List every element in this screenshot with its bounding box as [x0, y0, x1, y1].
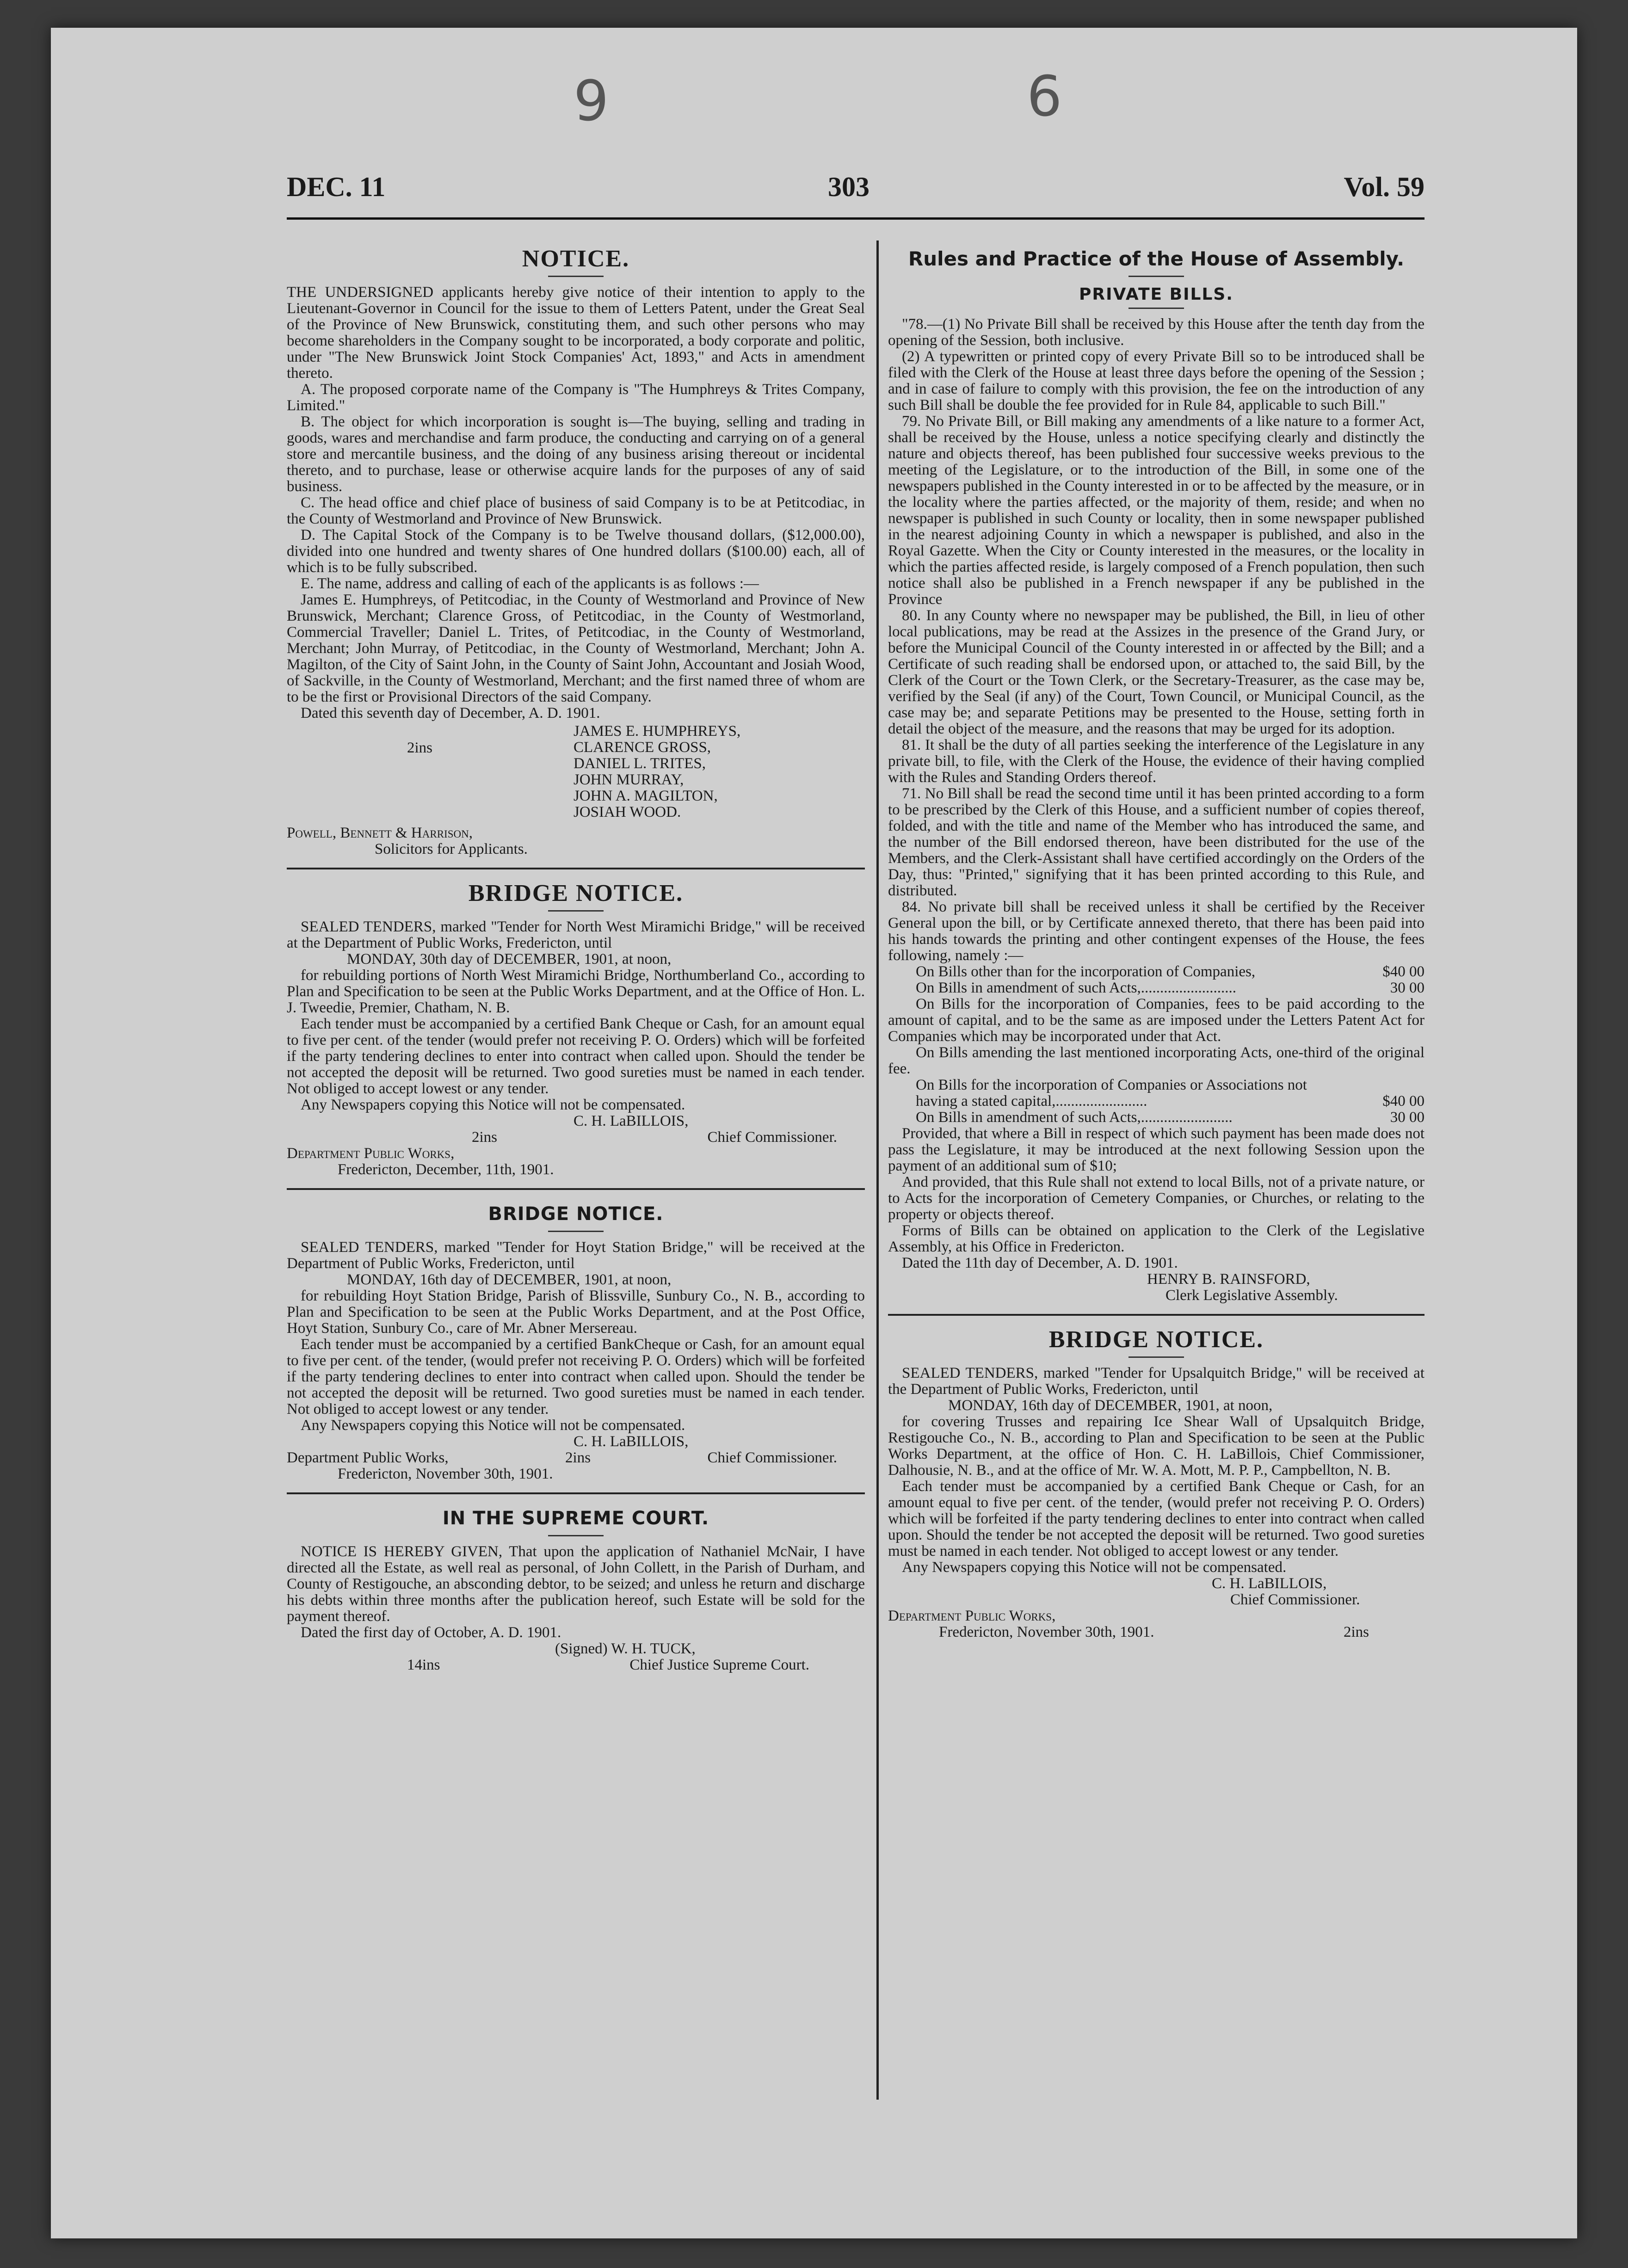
- solicitors-name: Powell, Bennett & Harrison,: [287, 825, 473, 841]
- fee-amount: 30 00: [1390, 1109, 1424, 1126]
- tender-deadline: MONDAY, 16th day of DECEMBER, 1901, at noon,: [347, 1271, 672, 1288]
- volume-number: Vol. 59: [1344, 172, 1424, 202]
- column-rule: [876, 240, 879, 2100]
- rule-paragraph: 71. No Bill shall be read the second time until it has been printed according to a form to be prescribed by the Clerk of this House, and a sufficient number of copies thereof, folded, and with the title and name of the Member who has introduced the same, and the number of the Bill endorsed thereon, have been distributed for the use of the Members, and the Clerk-Assistant shall have certified accordingly on the Orders of the Day, thus: "Printed," signifying that it has been printed according to this Rule, and distributed.: [888, 785, 1424, 899]
- pencil-mark: 6: [1027, 65, 1062, 129]
- rule-paragraph: 81. It shall be the duty of all parties seeking the interference of the Legislature in any private bill, to file, with the Clerk of the House, the evidence of their having complied with the Rules and Standing Orders thereof.: [888, 737, 1424, 786]
- bridge-notice-upsalquitch: [888, 1325, 1424, 1640]
- bridge-notice-miramichi: [287, 879, 865, 1178]
- notice-paragraph: SEALED TENDERS, marked "Tender for Hoyt Station Bridge," will be received at the Department of Public Works, Fredericton, until: [287, 1239, 865, 1272]
- rule-paragraph: (2) A typewritten or printed copy of every Private Bill so to be introduced shall be filed with the Clerk of the House at least three days before the opening of the Session ; and in case of failure to comply with this provision, the fee on the introduction of any such Bill shall be double the fee provided for in Rule 84, applicable to such Bill.": [888, 348, 1424, 413]
- notice-title: NOTICE.: [522, 246, 630, 272]
- insertion-count: 2ins: [565, 1449, 591, 1466]
- notice-incorporation: [287, 244, 865, 857]
- solicitors-title: Solicitors for Applicants.: [375, 841, 528, 857]
- signer-name: JOHN MURRAY,: [574, 771, 684, 788]
- left-column: [287, 240, 865, 1673]
- notice-title: BRIDGE NOTICE.: [488, 1203, 664, 1225]
- title-dash: [1128, 308, 1184, 309]
- department-name: Department Public Works,: [287, 1145, 455, 1162]
- fee-row: [888, 980, 1424, 996]
- notice-paragraph: C. The head office and chief place of business of said Company is to be at Petitcodiac, in the County of Westmorland and Province of New Brunswick.: [287, 494, 865, 527]
- insertion-count: 2ins: [472, 1129, 498, 1146]
- notice-paragraph: A. The proposed corporate name of the Company is "The Humphreys & Trites Company, Limited.": [287, 381, 865, 414]
- place-row: [888, 1624, 1424, 1640]
- fee-paragraph: On Bills for the incorporation of Companies, fees to be paid according to the amount of capital, and to be the same as are imposed under the Letters Patent Act for Companies which may be incorporated under that Act.: [888, 996, 1424, 1045]
- fee-label: On Bills other than for the incorporation of Companies,: [916, 963, 1256, 980]
- signer-row: [287, 1657, 865, 1673]
- signer-row: [287, 1450, 865, 1466]
- supreme-court-notice: [287, 1504, 865, 1673]
- tender-deadline: MONDAY, 30th day of DECEMBER, 1901, at noon,: [347, 951, 672, 968]
- rules-subtitle: PRIVATE BILLS.: [1079, 285, 1233, 304]
- notice-paragraph: for rebuilding Hoyt Station Bridge, Parish of Blissville, Sunbury Co., N. B., according to Plan and Specification to be seen at the Public Works Department, and at the Post Office, Hoyt Station, Sunbury Co., care of Mr. Abner Mersereau.: [287, 1288, 865, 1337]
- bridge-notice-hoyt: [287, 1199, 865, 1482]
- notice-title: BRIDGE NOTICE.: [468, 880, 684, 906]
- issue-date: DEC. 11: [287, 172, 386, 202]
- signer-list: [574, 723, 740, 820]
- rule-paragraph: 84. No private bill shall be received unless it shall be certified by the Receiver General upon the bill, or by Certificate annexed thereto, that there has been paid into his hands towards the printing and other contingent expenses of the House, the fees following, namely :—: [888, 899, 1424, 964]
- rule-paragraph: 80. In any County where no newspaper may be published, the Bill, in lieu of other local publications, may be read at the Assizes in the presence of the Grand Jury, or before the Municipal Council of the County interested in or affected by the Bill; and a Certificate of such reading shall be endorsed upon, or attached to, the said Bill, by the Clerk of the Court or the Town Clerk, or the Secretary-Treasurer, as the case may be, verified by the Seal (if any) of the Court, Town Council, or Municipal Council, as the case may be; and separate Petitions may be presented to the House, setting forth in detail the object of the measure, and the reasons that may be urged for its adoption.: [888, 607, 1424, 737]
- signer-name: JOHN A. MAGILTON,: [574, 788, 718, 804]
- title-dash: [548, 1535, 604, 1536]
- fee-amount: $40 00: [1382, 963, 1424, 980]
- department-name: Department Public Works,: [287, 1449, 449, 1466]
- insertion-count: 2ins: [1343, 1624, 1369, 1640]
- section-rule: [287, 1188, 865, 1190]
- fee-row: [888, 1077, 1424, 1109]
- section-rule: [888, 1314, 1424, 1316]
- section-rule: [287, 868, 865, 869]
- rule-paragraph: Forms of Bills can be obtained on application to the Clerk of the Legislative Assembly, at his Office in Fredericton.: [888, 1222, 1424, 1255]
- rules-title: Rules and Practice of the House of Assembly.: [908, 247, 1405, 270]
- fee-row: [888, 964, 1424, 980]
- fee-label: On Bills in amendment of such Acts,........................: [916, 1109, 1233, 1126]
- notice-paragraph: B. The object for which incorporation is sought is—The buying, selling and trading in goods, wares and merchandise and farm produce, the conducting and carrying on of a general store and mercantile business, and the doing of any business arising thereout or incidental thereto, and to purchase, lease or otherwise acquire lands for the purposes of any of said business.: [287, 413, 865, 495]
- signer-name: DANIEL L. TRITES,: [574, 755, 706, 772]
- rules-dated: Dated the 11th day of December, A. D. 1901.: [902, 1255, 1178, 1271]
- rule-paragraph: Provided, that where a Bill in respect of which such payment has been made does not pass the Legislature, it may be introduced at the next following Session upon the payment of an additional sum of $10;: [888, 1125, 1424, 1174]
- signature-block: [287, 723, 865, 820]
- signer-name: HENRY B. RAINSFORD,: [1147, 1271, 1310, 1288]
- notice-title: IN THE SUPREME COURT.: [442, 1508, 709, 1529]
- notice-dated: Dated the first day of October, A. D. 1901.: [301, 1624, 561, 1641]
- fee-amount: $40 00: [1382, 1093, 1424, 1109]
- notice-paragraph: E. The name, address and calling of each of the applicants is as follows :—: [301, 575, 759, 592]
- notice-paragraph: Any Newspapers copying this Notice will not be compensated.: [301, 1097, 685, 1113]
- notice-place-date: Fredericton, November 30th, 1901.: [939, 1624, 1154, 1640]
- fee-label: On Bills in amendment of such Acts,.........................: [916, 980, 1236, 996]
- title-dash: [548, 910, 604, 912]
- signer-row: [287, 1129, 865, 1146]
- notice-paragraph: SEALED TENDERS, marked "Tender for Upsalquitch Bridge," will be received at the Department of Public Works, Fredericton, until: [888, 1365, 1424, 1398]
- notice-paragraph: James E. Humphreys, of Petitcodiac, in the County of Westmorland and Province of New Brunswick, Merchant; Clarence Gross, of Petitcodiac, in the County of Westmorland, Commercial Traveller; Daniel L. Trites, of Petitcodiac, in the County of Westmorland, Merchant; John Murray, of Petitcodiac, in the County of Westmorland, Merchant; John A. Magilton, of the City of Saint John, in the County of Saint John, Accountant and Josiah Wood, of Sackville, in the County of Westmorland, Merchant; and the first named three of whom are to be the first or Provisional Directors of the said Company.: [287, 592, 865, 705]
- notice-place-date: Fredericton, December, 11th, 1901.: [338, 1161, 554, 1178]
- title-dash: [548, 1231, 604, 1232]
- pencil-mark: 9: [574, 69, 609, 134]
- signer-name: (Signed) W. H. TUCK,: [555, 1640, 696, 1657]
- header-rule: [287, 217, 1424, 220]
- signer-title: Chief Commissioner.: [707, 1449, 837, 1466]
- rules-private-bills: [888, 244, 1424, 1304]
- rule-paragraph: And provided, that this Rule shall not extend to local Bills, not of a private nature, or to Acts for the incorporation of Cemetery Companies, or Churches, or relating to the property or objects thereof.: [888, 1174, 1424, 1223]
- page-header: [287, 162, 1424, 213]
- department-name: Department Public Works,: [888, 1608, 1056, 1624]
- signer-name: C. H. LaBILLOIS,: [574, 1433, 689, 1450]
- signer-title: Chief Justice Supreme Court.: [629, 1657, 809, 1673]
- notice-paragraph: SEALED TENDERS, marked "Tender for North West Miramichi Bridge," will be received at the Department of Public Works, Fredericton, until: [287, 918, 865, 951]
- notice-paragraph: for covering Trusses and repairing Ice Shear Wall of Upsalquitch Bridge, Restigouche Co., N. B., according to Plan and Specification to be seen at the Public Works Department, at the office of Hon. C. H. LaBillois, Chief Commissioner, Dalhousie, N. B., and at the office of Mr. W. A. Mott, M. P. P., Campbellton, N. B.: [888, 1413, 1424, 1479]
- notice-paragraph: NOTICE IS HEREBY GIVEN, That upon the application of Nathaniel McNair, I have directed all the Estate, as well real as personal, of John Collett, in the Parish of Durham, and County of Restigouche, an absconding debtor, to be seized; and unless he return and discharge his debts within three months after the publication hereof, such Estate will be sold for the payment thereof.: [287, 1543, 865, 1625]
- signer-title: Chief Commissioner.: [1230, 1591, 1360, 1608]
- signer-name: JAMES E. HUMPHREYS,: [574, 723, 741, 740]
- title-dash: [1128, 1356, 1184, 1358]
- notice-paragraph: D. The Capital Stock of the Company is to be Twelve thousand dollars, ($12,000.00), divided into one hundred and twenty shares of One hundred dollars ($100.00) each, all of which is to be fully subscribed.: [287, 527, 865, 576]
- notice-dated: Dated this seventh day of December, A. D. 1901.: [301, 705, 600, 721]
- signer-title: Clerk Legislative Assembly.: [1166, 1287, 1338, 1304]
- notice-paragraph: THE UNDERSIGNED applicants hereby give notice of their intention to apply to the Lieutenant-Governor in Council for the issue to them of Letters Patent, under the Great Seal of the Province of New Brunswick, constituting them, and such other persons who may become shareholders in the Company sought to be incorporated, a body corporate and politic, under "The New Brunswick Joint Stock Companies' Act, 1893," and Acts in amendment thereto.: [287, 284, 865, 382]
- signer-name: JOSIAH WOOD.: [574, 804, 681, 820]
- notice-paragraph: Each tender must be accompanied by a certified Bank Cheque or Cash, for an amount equal to five per cent. of the tender, (would prefer not receiving P. O. Orders) which will be forfeited if the party tendering declines to enter into contract when called upon. Should the tender be not accepted the deposit will be returned. Two good sureties must be named in each tender. Not obliged to accept lowest or any tender.: [888, 1478, 1424, 1559]
- page-number: 303: [828, 172, 870, 202]
- notice-paragraph: Any Newspapers copying this Notice will not be compensated.: [301, 1417, 685, 1434]
- tender-deadline: MONDAY, 16th day of DECEMBER, 1901, at noon,: [948, 1397, 1273, 1414]
- title-dash: [548, 276, 604, 277]
- insertion-count: 14ins: [407, 1657, 440, 1673]
- fee-label: On Bills for the incorporation of Companies or Associations not having a stated capital,........................: [916, 1077, 1307, 1109]
- notice-paragraph: Any Newspapers copying this Notice will not be compensated.: [902, 1559, 1287, 1576]
- signer-name: C. H. LaBILLOIS,: [574, 1113, 689, 1129]
- notice-paragraph: Each tender must be accompanied by a certified Bank Cheque or Cash, for an amount equal to five per cent. of the tender (would prefer not receiving P. O. Orders) which will be forfeited if the party tendering declines to enter into contract when called upon. Should the tender be not accepted the deposit will be returned. Two good sureties must be named in each tender. Not obliged to accept lowest or any tender.: [287, 1016, 865, 1097]
- fee-amount: 30 00: [1390, 980, 1424, 996]
- insertion-count: 2ins: [407, 740, 433, 756]
- signer-name: CLARENCE GROSS,: [574, 739, 711, 756]
- notice-title: BRIDGE NOTICE.: [1048, 1326, 1264, 1353]
- title-dash: [1128, 276, 1184, 277]
- notice-paragraph: for rebuilding portions of North West Miramichi Bridge, Northumberland Co., according to Plan and Specification to be seen at the Public Works Department, and at the Office of Hon. L. J. Tweedie, Premier, Chatham, N. B.: [287, 967, 865, 1016]
- fee-row: [888, 1109, 1424, 1126]
- notice-paragraph: Each tender must be accompanied by a certified BankCheque or Cash, for an amount equal to five per cent. of the tender, (would prefer not receiving P. O. Orders) which will be forfeited if the party tendering declines to enter into contract when called upon. Should the tender be not accepted the deposit will be returned. Two good sureties must be named in each tender. Not obliged to accept lowest or any tender.: [287, 1336, 865, 1418]
- section-rule: [287, 1492, 865, 1494]
- rule-paragraph: "78.—(1) No Private Bill shall be received by this House after the tenth day from the opening of the Session, both inclusive.: [888, 316, 1424, 349]
- notice-place-date: Fredericton, November 30th, 1901.: [338, 1466, 553, 1482]
- signer-name: C. H. LaBILLOIS,: [1212, 1575, 1327, 1592]
- rule-paragraph: 79. No Private Bill, or Bill making any amendments of a like nature to a former Act, shall be received by the House, unless a notice specifying clearly and distinctly the nature and objects thereof, has been published four successive weeks previous to the meeting of the Legislature, or to the introduction of the Bill, in some one of the newspapers published in the County interested in or to be affected by the measure, or in the locality where the parties affected, or the majority of them, reside; and when no newspaper is published in such County or locality, then in some newspaper published in the nearest adjoining County in which a newspaper is published, and also in the Royal Gazette. When the City or County interested in the measures, or the locality in which the parties affected reside, is largely composed of a French population, then such notice shall also be published in a French newspaper if any be published in the Province: [888, 413, 1424, 608]
- signer-title: Chief Commissioner.: [707, 1129, 837, 1146]
- right-column: [888, 240, 1424, 1640]
- fee-paragraph: On Bills amending the last mentioned incorporating Acts, one-third of the original fee.: [888, 1044, 1424, 1077]
